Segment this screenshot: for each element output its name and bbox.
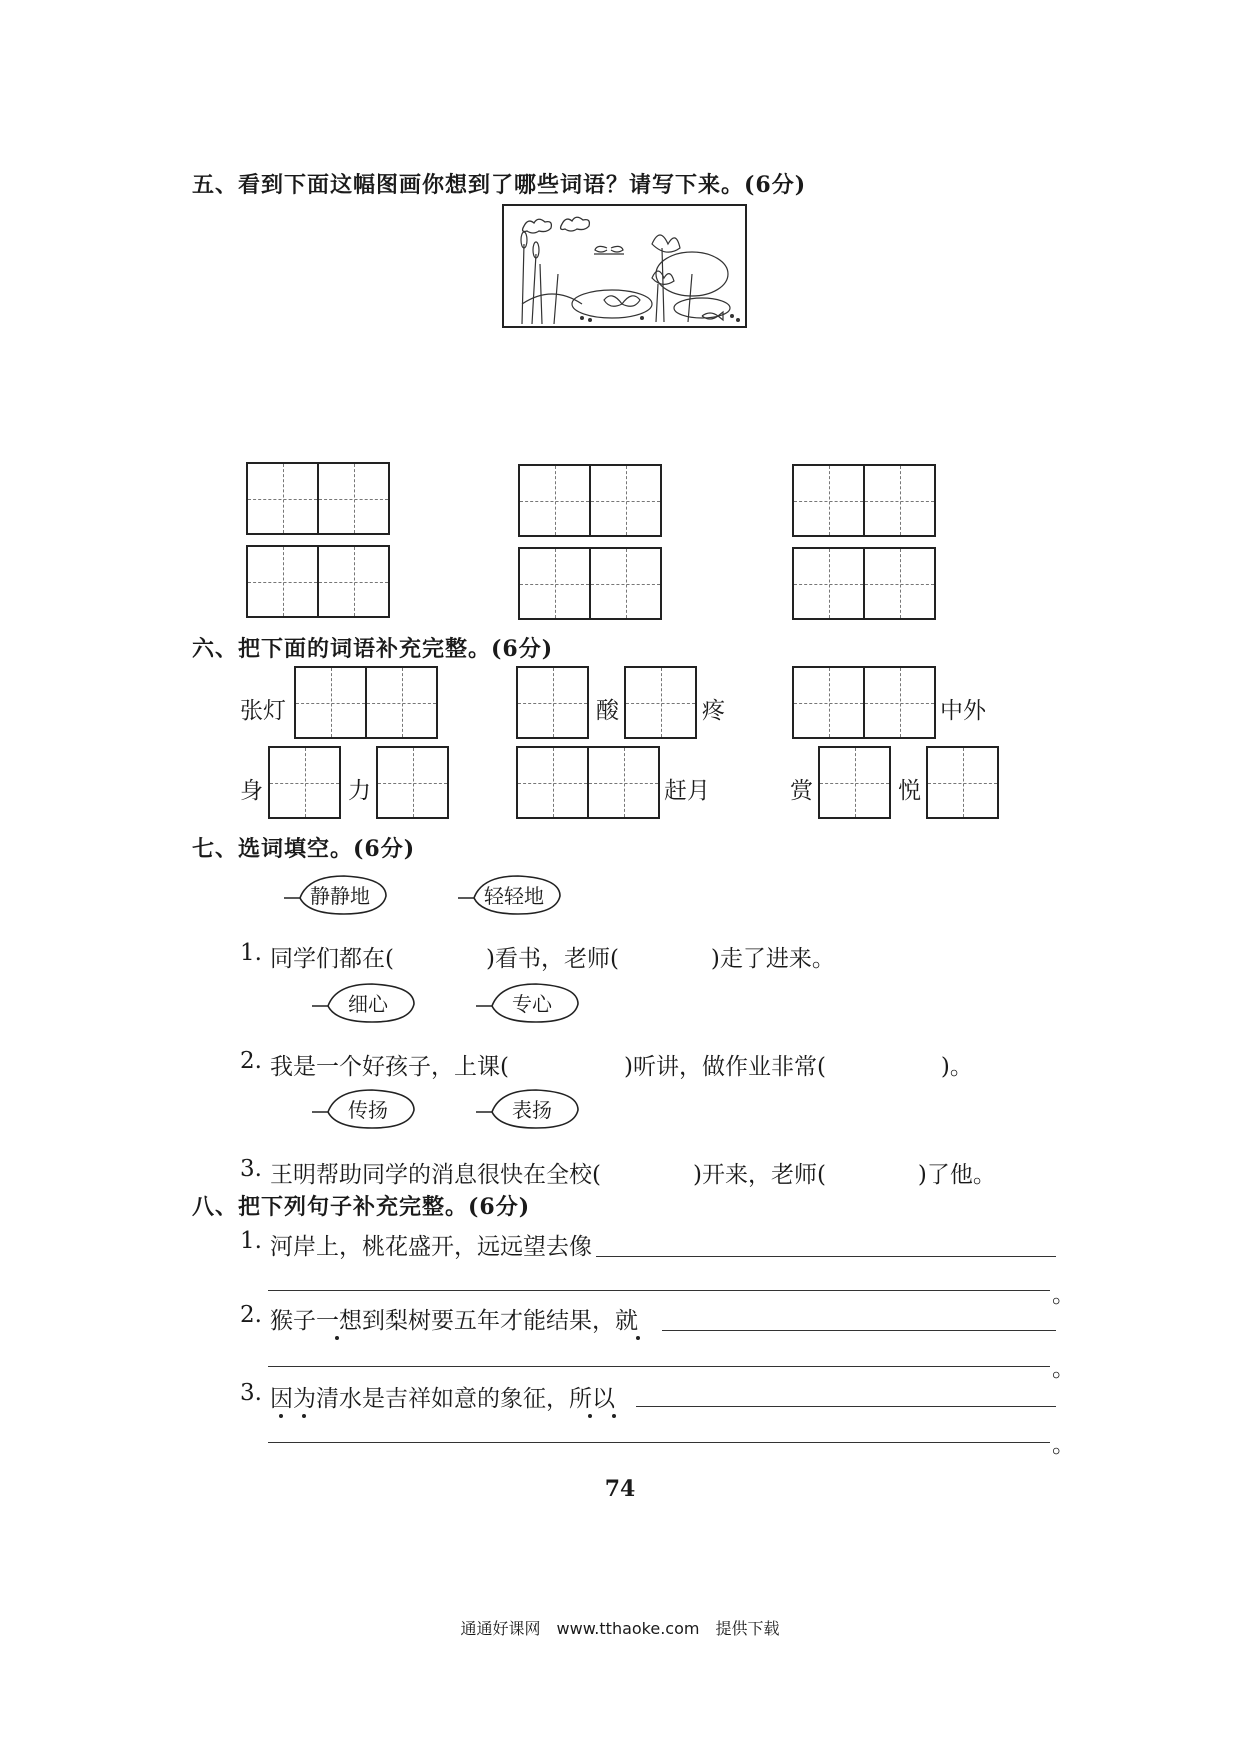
word-box-5-6[interactable]: [792, 547, 936, 620]
idiom-blank-5[interactable]: [516, 746, 660, 819]
idiom-char-yue: 悦: [898, 778, 921, 804]
answer-line[interactable]: [662, 1330, 1056, 1331]
option-label: 静静地: [310, 884, 370, 908]
question-number: 2.: [240, 1048, 262, 1074]
answer-line[interactable]: [268, 1290, 1050, 1291]
word-option-leaf: [310, 980, 418, 1026]
idiom-char-li: 力: [348, 778, 371, 804]
option-label: 轻轻地: [484, 884, 544, 908]
option-label: 专心: [512, 992, 552, 1016]
option-label: 细心: [348, 992, 388, 1016]
section-eight-title: 八、把下列句子补充完整。(6分): [192, 1194, 531, 1220]
word-option-leaf: [456, 872, 564, 918]
emphasis-dot: [279, 1414, 283, 1418]
word-box-5-3[interactable]: [792, 464, 936, 537]
question-number: 3.: [240, 1156, 262, 1182]
fill-blank-sentence-2[interactable]: 我是一个好孩子，上课( )听讲，做作业非常( )。: [270, 1054, 973, 1080]
idiom-char-suan: 酸: [596, 698, 619, 724]
idiom-blank-2b[interactable]: [624, 666, 697, 739]
section-five-title: 五、看到下面这幅图画你想到了哪些词语？请写下来。(6分): [192, 172, 807, 198]
idiom-suffix-zhongwai: 中外: [940, 698, 986, 724]
answer-line[interactable]: [636, 1406, 1056, 1407]
idiom-blank-1[interactable]: [294, 666, 438, 739]
option-label: 传扬: [348, 1098, 388, 1122]
word-box-5-4[interactable]: [246, 545, 390, 618]
footer-credit: 通通好课网 www.tthaoke.com 提供下载: [460, 1619, 780, 1638]
sentence-end-mark: 。: [1052, 1356, 1075, 1382]
answer-line[interactable]: [268, 1366, 1050, 1367]
idiom-prefix-zhangdeng: 张灯: [240, 698, 286, 724]
question-number: 1.: [240, 940, 262, 966]
fill-blank-sentence-1[interactable]: 同学们都在( )看书，老师( )走了进来。: [270, 946, 835, 972]
sentence-end-mark: 。: [1052, 1282, 1075, 1308]
word-option-leaf: [310, 1086, 418, 1132]
idiom-blank-4b[interactable]: [376, 746, 449, 819]
idiom-blank-2a[interactable]: [516, 666, 589, 739]
idiom-char-teng: 疼: [702, 698, 725, 724]
sentence-end-mark: 。: [1052, 1432, 1075, 1458]
idiom-suffix-ganyue: 赶月: [664, 778, 710, 804]
page-number: 74: [604, 1476, 636, 1502]
answer-line[interactable]: [596, 1256, 1056, 1257]
word-box-5-2[interactable]: [518, 464, 662, 537]
emphasis-dot: [302, 1414, 306, 1418]
question-number: 3.: [240, 1380, 262, 1406]
option-label: 表扬: [512, 1098, 552, 1122]
idiom-blank-4a[interactable]: [268, 746, 341, 819]
word-option-leaf: [474, 1086, 582, 1132]
question-number: 1.: [240, 1228, 262, 1254]
sentence-prompt-2: 猴子一想到梨树要五年才能结果，就: [270, 1308, 638, 1334]
sentence-prompt-1: 河岸上，桃花盛开，远远望去像: [270, 1234, 592, 1260]
idiom-blank-6b[interactable]: [926, 746, 999, 819]
lotus-pond-illustration: [502, 204, 747, 328]
word-option-leaf: [474, 980, 582, 1026]
word-box-5-5[interactable]: [518, 547, 662, 620]
emphasis-dot: [636, 1336, 640, 1340]
word-option-leaf: [282, 872, 390, 918]
emphasis-dot: [335, 1336, 339, 1340]
sentence-prompt-3: 因为清水是吉祥如意的象征，所以: [270, 1386, 615, 1412]
idiom-char-shang: 赏: [790, 778, 813, 804]
answer-line[interactable]: [268, 1442, 1050, 1443]
emphasis-dot: [588, 1414, 592, 1418]
idiom-blank-6a[interactable]: [818, 746, 891, 819]
section-six-title: 六、把下面的词语补充完整。(6分): [192, 636, 554, 662]
emphasis-dot: [612, 1414, 616, 1418]
section-seven-title: 七、选词填空。(6分): [192, 836, 416, 862]
idiom-blank-3[interactable]: [792, 666, 936, 739]
question-number: 2.: [240, 1302, 262, 1328]
fill-blank-sentence-3[interactable]: 王明帮助同学的消息很快在全校( )开来，老师( )了他。: [270, 1162, 996, 1188]
idiom-char-shen: 身: [240, 778, 263, 804]
word-box-5-1[interactable]: [246, 462, 390, 535]
